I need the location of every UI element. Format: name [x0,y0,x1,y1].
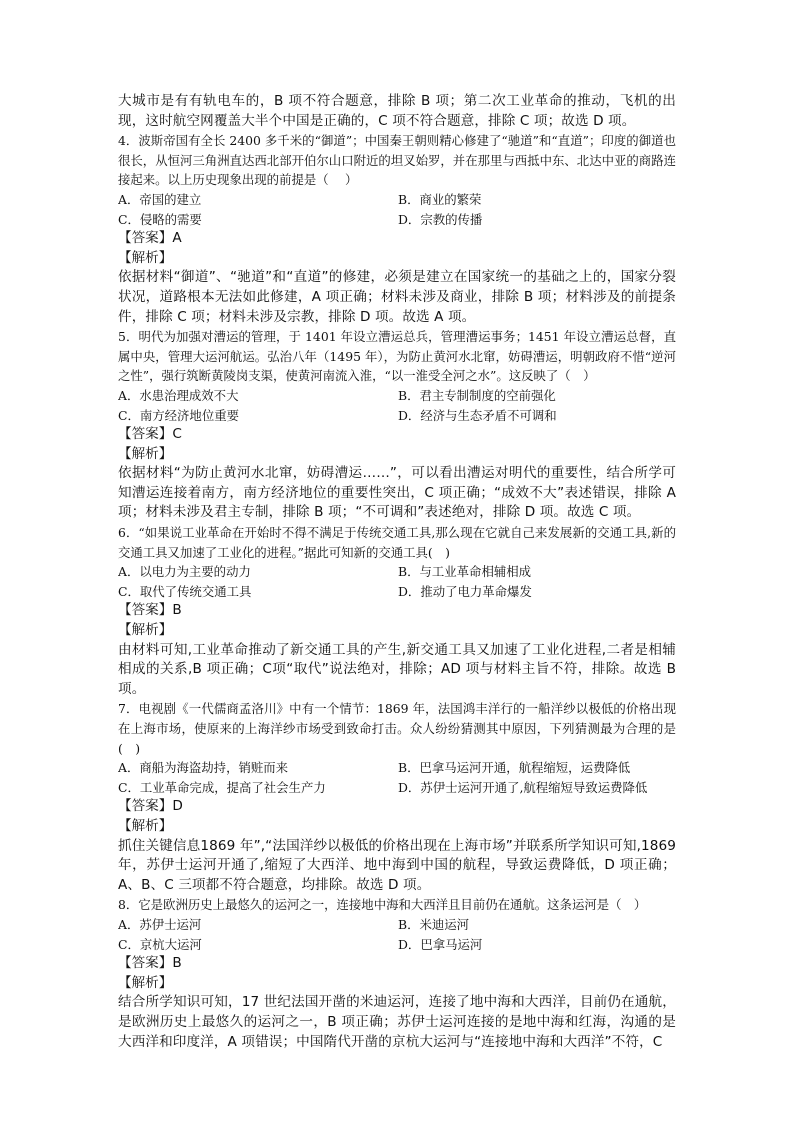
option-text: A．苏伊士运河 [118,916,202,932]
answer-label: 【答案】A [118,230,182,247]
option-text: B．巴拿马运河开通，航程缩短，运费降低 [398,760,631,776]
question-stem: 6．“如果说工业革命在开始时不得不满足于传统交通工具,那么现在它就自己来发展新的交通工具,新的交通工具又加速了工业化的进程。”据此可知新的交通工具( ) [118,525,676,560]
analysis-paragraph: 依据材料“为防止黄河水北窜，妨碍漕运……”，可以看出漕运对明代的重要性，结合所学可知漕运连接着南方，南方经济地位的重要性突出，C 项正确；“成效不大”表述错误，排除 A 项；材料未涉及君主专制，排除 B 项；“不可调和”表述绝对，排除 D 项。故选 C 项。 [118,465,676,521]
analysis-label: 【解析】 [118,622,173,639]
option-text: A．商船为海盗劫持，销赃而来 [118,760,289,776]
option-text: D．苏伊士运河开通了,航程缩短导致运费降低 [398,779,648,795]
document-content [118,92,676,1052]
answer-label: 【答案】C [118,426,182,443]
option-text: B．君主专制制度的空前强化 [398,387,556,403]
option-text: C．工业革命完成，提高了社会生产力 [118,779,326,795]
analysis-paragraph: 结合所学知识可知，17 世纪法国开凿的米迪运河，连接了地中海和大西洋，目前仍在通航，是欧洲历史上最悠久的运河之一，B 项正确；苏伊士运河连接的是地中海和红海，沟通的是大西洋和印度洋，A 项错误；中国隋代开凿的京杭大运河与“连接地中海和大西洋”不符，C [118,994,676,1050]
option-text: C．侵略的需要 [118,211,202,227]
option-text: D．宗教的传播 [398,211,483,227]
answer-label: 【答案】B [118,955,182,972]
option-text: C．取代了传统交通工具 [118,583,252,599]
answer-label: 【答案】D [118,798,183,815]
analysis-label: 【解析】 [118,249,173,266]
option-text: D．经济与生态矛盾不可调和 [398,407,557,423]
option-text: D．巴拿马运河 [398,936,483,952]
question-stem: 4．波斯帝国有全长 2400 多千米的“御道”；中国秦王朝则精心修建了“驰道”和“直道”；印度的御道也很长，从恒河三角洲直达西北部开伯尔山口附近的坦叉始罗，并在那里与西抵中东、北达中亚的商路连接起来。以上历史现象出现的前提是（ ） [118,133,676,188]
option-text: A．帝国的建立 [118,191,202,207]
question-stem: 8．它是欧洲历史上最悠久的运河之一，连接地中海和大西洋且目前仍在通航。这条运河是（ ） [118,897,647,913]
question-stem: 5．明代为加强对漕运的管理，于 1401 年设立漕运总兵，管理漕运事务；1451 年设立漕运总督，直属中央，管理大运河航运。弘治八年（1495 年），为防止黄河水北窜，妨碍漕运，明朝政府不惜“逆河之性”，强行筑断黄陵岗支渠，使黄河南流入淮，“以一淮受全河之水”。这反映了（ ） [118,329,676,384]
analysis-paragraph: 由材料可知,工业革命推动了新交通工具的产生,新交通工具又加速了工业化进程,二者是相辅相成的关系,B 项正确；C项“取代”说法绝对，排除；AD 项与材料主旨不符，排除。故选 B 项。 [118,641,676,697]
option-text: C．南方经济地位重要 [118,407,239,423]
answer-options [118,915,676,954]
answer-options [118,190,676,229]
answer-options [118,562,676,601]
analysis-label: 【解析】 [118,974,173,991]
answer-options [118,386,676,425]
option-text: B．商业的繁荣 [398,191,482,207]
analysis-paragraph: 大城市是有有轨电车的，B 项不符合题意，排除 B 项；第二次工业革命的推动，飞机的出现，这时航空网覆盖大半个中国是正确的，C 项不符合题意，排除 C 项；故选 D 项。 [118,93,676,129]
option-text: B．与工业革命相辅相成 [398,564,532,580]
answer-label: 【答案】B [118,602,182,619]
answer-options [118,758,676,797]
question-stem: 7．电视剧《一代儒商孟洛川》中有一个情节：1869 年，法国鸿丰洋行的一船洋纱以极低的价格出现在上海市场，使原来的上海洋纱市场受到致命打击。众人纷纷猜测其中原因，下列猜测最为合理的是( ) [118,701,676,756]
analysis-paragraph: 依据材料“御道”、“驰道”和“直道”的修建，必须是建立在国家统一的基础之上的，国家分裂状况，道路根本无法如此修建，A 项正确；材料未涉及商业，排除 B 项；材料涉及的前提条件，排除 C 项；材料未涉及宗教，排除 D 项。故选 A 项。 [118,269,676,325]
option-text: A．水患治理成效不大 [118,387,239,403]
option-text: D．推动了电力革命爆发 [398,583,532,599]
analysis-label: 【解析】 [118,445,173,462]
option-text: B．米迪运河 [398,916,470,932]
analysis-paragraph: 抓住关键信息1869 年”,“法国洋纱以极低的价格出现在上海市场”并联系所学知识可知,1869 年，苏伊士运河开通了,缩短了大西洋、地中海到中国的航程，导致运费降低，D 项正确；A、B、C 三项都不符合题意，均排除。故选 D 项。 [118,837,676,893]
analysis-label: 【解析】 [118,817,173,834]
option-text: C．京杭大运河 [118,936,202,952]
option-text: A．以电力为主要的动力 [118,564,251,580]
